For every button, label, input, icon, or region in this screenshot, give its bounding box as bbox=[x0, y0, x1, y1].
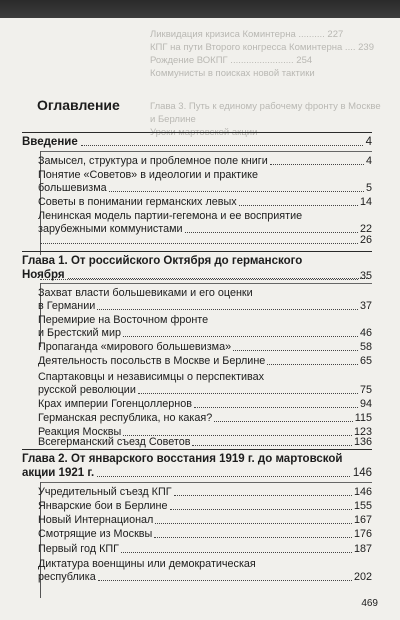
toc-entry[interactable] bbox=[38, 500, 372, 513]
toc-entry[interactable] bbox=[38, 355, 372, 368]
section-underline bbox=[40, 283, 372, 284]
toc-entry[interactable] bbox=[38, 398, 372, 411]
entry-title-line: Ленинская модель партии-гегемона и ее восприятие bbox=[38, 210, 303, 222]
toc-entry-page-tail bbox=[38, 234, 372, 247]
toc-entry[interactable] bbox=[38, 341, 372, 354]
leader-dots bbox=[194, 407, 358, 408]
leader-dots bbox=[174, 495, 352, 496]
entry-page: 46 bbox=[359, 327, 372, 339]
leader-dots bbox=[192, 445, 352, 446]
entry-page: 14 bbox=[359, 196, 372, 208]
chapter-1-page-row bbox=[38, 270, 372, 283]
leader-dots bbox=[214, 421, 353, 422]
section-rule bbox=[22, 251, 372, 252]
entry-page: 4 bbox=[365, 155, 372, 167]
entry-page: 26 bbox=[359, 234, 372, 246]
leader-dots bbox=[40, 243, 358, 244]
entry-title-line: русской революции bbox=[38, 384, 136, 396]
entry-title-line: Учредительный съезд КПГ bbox=[38, 486, 172, 498]
entry-title-line: Деятельность посольств в Москве и Берлине bbox=[38, 355, 266, 367]
entry-title-line: Пропаганда «мирового большевизма» bbox=[38, 341, 232, 353]
ghost-line: КПГ на пути Второго конгресса Коминтерна .... 239 bbox=[150, 42, 374, 53]
section-intro-page: 4 bbox=[365, 136, 372, 148]
ghost-line: Уроки мартовской акции bbox=[150, 127, 258, 138]
chapter-2-label-line: акции 1921 г. bbox=[22, 467, 95, 479]
entry-title-line: Замысел, структура и проблемное поле книги bbox=[38, 155, 268, 167]
entry-page: 5 bbox=[365, 182, 372, 194]
section-intro-label: Введение bbox=[22, 136, 78, 148]
entry-title-line: Смотрящие из Москвы bbox=[38, 528, 153, 540]
chapter-2-heading[interactable] bbox=[22, 452, 372, 480]
section-intro-heading[interactable] bbox=[22, 135, 372, 149]
section-rule bbox=[22, 449, 372, 450]
leader-dots bbox=[155, 523, 352, 524]
entry-title-line: Германская республика, но какая? bbox=[38, 412, 213, 424]
leader-dots bbox=[170, 509, 352, 510]
entry-title-line: в Германии bbox=[38, 300, 96, 312]
leader-dots bbox=[185, 232, 358, 233]
toc-entry[interactable] bbox=[38, 155, 372, 168]
leader-dots bbox=[154, 537, 352, 538]
leader-dots bbox=[270, 164, 364, 165]
entry-title-line: зарубежными коммунистами bbox=[38, 223, 183, 235]
leader-dots bbox=[97, 476, 350, 477]
entry-title-line: Всегерманский съезд Советов bbox=[38, 436, 191, 448]
entry-title-line: большевизма bbox=[38, 182, 107, 194]
entry-title-line: Советы в понимании германских левых bbox=[38, 196, 237, 208]
entry-title-line: Диктатура военщины или демократическая bbox=[38, 558, 256, 570]
entry-title-line: Новый Интернационал bbox=[38, 514, 154, 526]
ghost-line: Рождение ВОКПГ ........................ 254 bbox=[150, 55, 313, 66]
entry-page: 22 bbox=[359, 223, 372, 235]
toc-entry[interactable] bbox=[38, 528, 372, 541]
leader-dots bbox=[138, 393, 358, 394]
entry-title-line: Крах империи Гогенцоллернов bbox=[38, 398, 193, 410]
entry-title-line: республика bbox=[38, 571, 96, 583]
entry-page: 187 bbox=[353, 543, 372, 555]
entry-title-line: Реакция Москвы bbox=[38, 426, 122, 438]
toc-entry[interactable] bbox=[38, 543, 372, 556]
leader-dots bbox=[123, 336, 358, 337]
leader-dots bbox=[40, 279, 358, 280]
leader-dots bbox=[239, 205, 358, 206]
chapter-2-label-line: Глава 2. От январского восстания 1919 г. до мартовской bbox=[22, 453, 343, 465]
chapter-1-label-line: Ноября bbox=[22, 269, 65, 281]
toc-entry[interactable] bbox=[38, 412, 372, 425]
entry-page: 167 bbox=[353, 514, 372, 526]
chapter-2-page: 146 bbox=[352, 467, 372, 479]
entry-page: 94 bbox=[359, 398, 372, 410]
entry-page: 176 bbox=[353, 528, 372, 540]
toc-entry[interactable] bbox=[38, 514, 372, 527]
toc-entry[interactable] bbox=[38, 314, 372, 340]
entry-title-line: Первый год КПГ bbox=[38, 543, 119, 555]
leader-dots bbox=[98, 580, 352, 581]
ghost-line: Глава 3. Путь к единому рабочему фронту в Москве bbox=[150, 101, 381, 112]
leader-dots bbox=[97, 309, 358, 310]
entry-title-line: Понятие «Советов» в идеологии и практике bbox=[38, 169, 259, 181]
toc-entry[interactable] bbox=[38, 558, 372, 584]
entry-page: 155 bbox=[353, 500, 372, 512]
toc-entry[interactable] bbox=[38, 210, 372, 236]
leader-dots bbox=[233, 350, 358, 351]
leader-dots bbox=[81, 145, 363, 146]
entry-page: 115 bbox=[354, 412, 372, 424]
entry-title-line: Спартаковцы и независимцы о перспективах bbox=[38, 371, 265, 383]
entry-page: 58 bbox=[359, 341, 372, 353]
show-through-text bbox=[150, 28, 390, 139]
entry-page: 75 bbox=[359, 384, 372, 396]
leader-dots bbox=[109, 191, 364, 192]
entry-title-line: Январские бои в Берлине bbox=[38, 500, 168, 512]
entry-title-line: и Брестский мир bbox=[38, 327, 121, 339]
entry-page: 65 bbox=[359, 355, 372, 367]
toc-entry[interactable] bbox=[38, 486, 372, 499]
section-underline bbox=[40, 482, 372, 483]
entry-page: 37 bbox=[359, 300, 372, 312]
entry-page: 202 bbox=[353, 571, 372, 583]
leader-dots bbox=[267, 364, 358, 365]
toc-entry[interactable] bbox=[38, 371, 372, 397]
page-title: Оглавление bbox=[37, 97, 120, 113]
entry-page: 123 bbox=[353, 426, 372, 438]
section-underline bbox=[40, 151, 372, 152]
toc-entry[interactable] bbox=[38, 169, 372, 195]
entry-page: 146 bbox=[353, 486, 372, 498]
toc-entry[interactable] bbox=[38, 287, 372, 313]
ghost-line: и Берлине bbox=[150, 114, 196, 125]
entry-page: 136 bbox=[353, 436, 372, 448]
chapter-1-page: 35 bbox=[359, 270, 372, 282]
toc-entry[interactable] bbox=[38, 196, 372, 209]
ghost-line: Коммунисты в поисках новой тактики bbox=[150, 68, 315, 79]
section-rule bbox=[22, 132, 372, 133]
chapter-1-label-line: Глава 1. От российского Октября до германского bbox=[22, 255, 303, 267]
entry-title-line: Захват власти большевиками и его оценки bbox=[38, 287, 253, 299]
top-edge-band bbox=[0, 0, 400, 18]
entry-title-line: Перемирие на Восточном фронте bbox=[38, 314, 209, 326]
ghost-line: Ликвидация кризиса Коминтерна .......... 227 bbox=[150, 29, 344, 40]
leader-dots bbox=[121, 552, 352, 553]
page-number: 469 bbox=[361, 598, 378, 609]
toc-entry[interactable] bbox=[38, 436, 372, 449]
